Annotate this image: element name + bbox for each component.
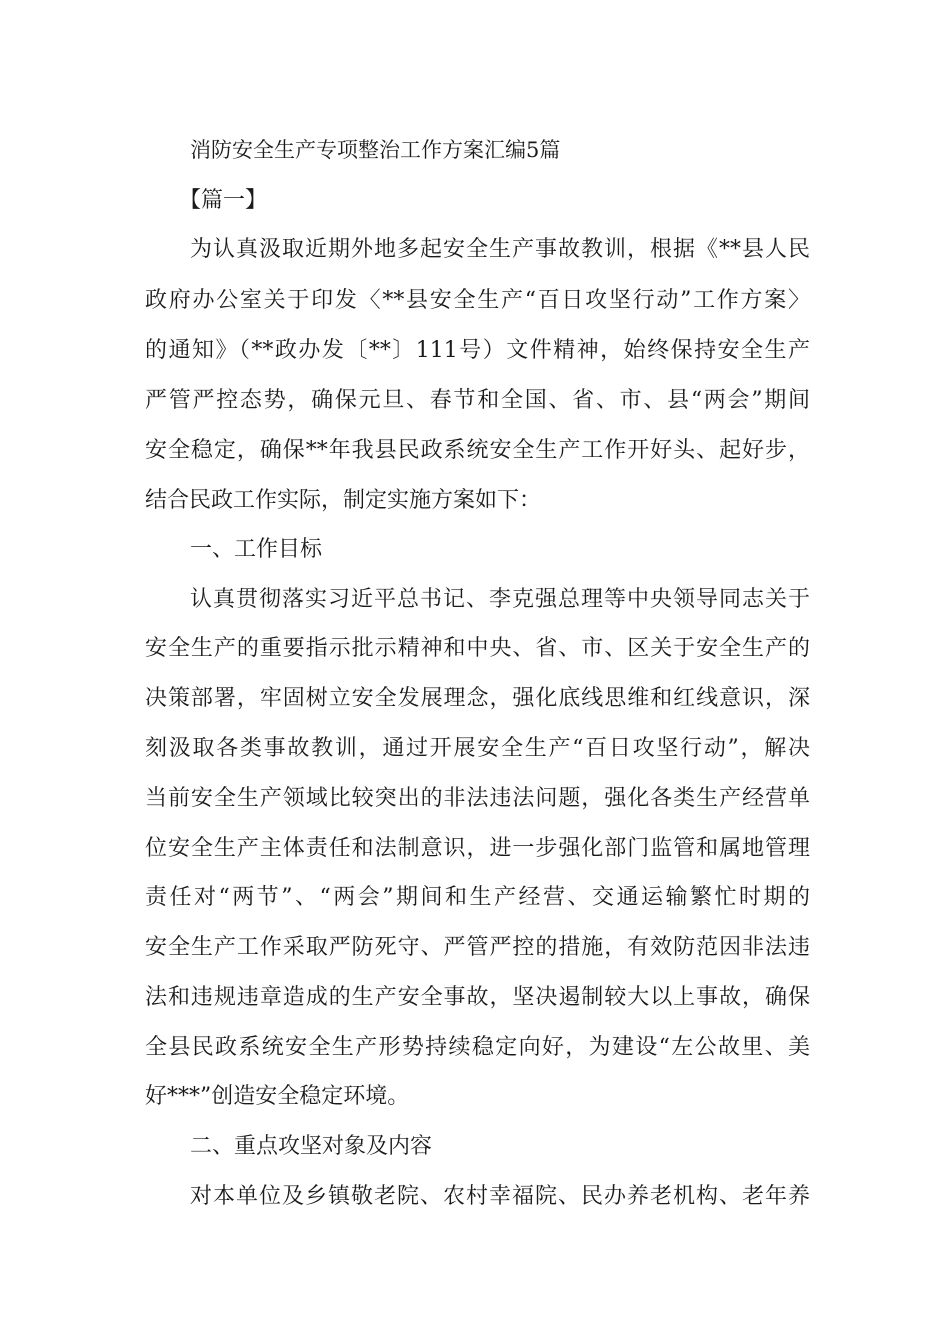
paragraph-line: 政府办公室关于印发〈**县安全生产“百日攻坚行动”工作方案〉	[145, 288, 810, 313]
paragraph-line: 结合民政工作实际，制定实施方案如下：	[145, 488, 542, 513]
paragraph-line: 安全生产工作采取严防死守、严管严控的措施，有效防范因非法违	[145, 935, 810, 960]
paragraph-line: 好***”创造安全稳定环境。	[145, 1084, 410, 1109]
paragraph-line: 为认真汲取近期外地多起安全生产事故教训，根据《**县人民	[190, 237, 810, 262]
paragraph-line: 决策部署，牢固树立安全发展理念，强化底线思维和红线意识，深	[145, 686, 810, 711]
paragraph-line: 责任对“两节”、“两会”期间和生产经营、交通运输繁忙时期的	[145, 885, 810, 910]
document-title: 消防安全生产专项整治工作方案汇编5篇	[190, 138, 561, 162]
section-heading: 一、工作目标	[190, 537, 323, 562]
paragraph-line: 严管严控态势，确保元旦、春节和全国、省、市、县“两会”期间	[145, 388, 810, 413]
section-label: 【篇一】	[179, 188, 268, 213]
section-heading: 二、重点攻坚对象及内容	[190, 1134, 433, 1159]
paragraph-line: 的通知》（**政办发〔**〕111号）文件精神，始终保持安全生产	[145, 338, 810, 363]
paragraph-line: 安全生产的重要指示批示精神和中央、省、市、区关于安全生产的	[145, 636, 810, 661]
paragraph-line: 法和违规违章造成的生产安全事故，坚决遏制较大以上事故，确保	[145, 985, 810, 1010]
paragraph-line: 认真贯彻落实习近平总书记、李克强总理等中央领导同志关于	[190, 587, 810, 612]
paragraph-line: 对本单位及乡镇敬老院、农村幸福院、民办养老机构、老年养	[190, 1184, 810, 1209]
paragraph-line: 当前安全生产领域比较突出的非法违法问题，强化各类生产经营单	[145, 786, 810, 811]
paragraph-line: 全县民政系统安全生产形势持续稳定向好，为建设“左公故里、美	[145, 1035, 810, 1060]
paragraph-line: 位安全生产主体责任和法制意识，进一步强化部门监管和属地管理	[145, 836, 810, 861]
paragraph-line: 安全稳定，确保**年我县民政系统安全生产工作开好头、起好步，	[145, 438, 810, 463]
paragraph-line: 刻汲取各类事故教训，通过开展安全生产“百日攻坚行动”，解决	[145, 736, 810, 761]
